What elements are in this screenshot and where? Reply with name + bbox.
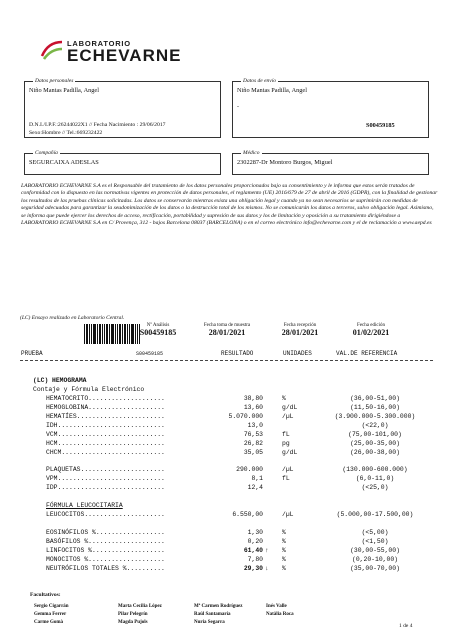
sample-date xyxy=(192,323,262,338)
spacer xyxy=(0,520,453,529)
test-name: BASÓFILOS %.................... xyxy=(46,537,165,545)
shipping-dash: - xyxy=(237,104,239,110)
test-unit: % xyxy=(282,564,286,572)
edition-date xyxy=(340,323,402,338)
result-row xyxy=(0,556,453,565)
test-reference: (<1,50) xyxy=(361,537,389,545)
analysis-number-value: S00459185 xyxy=(139,328,177,337)
faculty-name: Magda Pujols xyxy=(118,620,148,625)
test-name: LINFOCITOS %................... xyxy=(46,546,165,554)
echevarne-logo-mark xyxy=(40,38,64,62)
section-subtitle xyxy=(0,386,453,395)
group-platelets xyxy=(0,466,453,493)
result-row xyxy=(0,395,453,404)
faculty-name: Marta Cecilia López xyxy=(118,604,162,609)
privacy-notice: LABORATORIO ECHEVARNE S.A es el Responsable del tratamiento de los datos personales proporcionados bajo su consentimiento y le informa que estos serán tratados de conformidad con lo dispuesto en las normativas vigentes en protección de datos personales, el reglamento (UE) 2016/679 de 27 de abril de 2016 (GDPR), con la finalidad de gestionar los resultados de las pruebas clínicas solicitadas. Los datos se conservarán mientras exista una obligación legal y cuando ya no sean necesarios se suprimirán con medidas de seguridad adecuadas para garantizar la seudonimización de los datos o la destrucción total de los mismos. No se comunicarán los datos a terceros, salvo obligación legal. Asimismo, se informa que puede ejercer los derechos de acceso, rectificación, portabilidad y supresión de sus datos y los de limitación y oposición a su tratamiento dirigiéndose a LABORATORIO ECHEVARNE S.A en C/ Provença, 312 - bajos Barcelona 08037 (BARCELONA) o en el correo electrónico info@echevarne.com y el de reclamación a www.aepd.es xyxy=(21,183,438,227)
test-name: NEUTRÓFILOS TOTALES %.......... xyxy=(46,564,165,572)
test-name: HEMATÍES....................... xyxy=(46,412,165,420)
group-differential xyxy=(0,529,453,574)
test-reference: (36,00-51,00) xyxy=(350,394,400,402)
col-test: PRUEBA xyxy=(21,350,43,357)
test-unit: g/dL xyxy=(282,403,298,411)
results-table xyxy=(0,377,453,574)
logo-prefix: LABORATORIO xyxy=(67,39,131,48)
test-reference: (26,00-38,00) xyxy=(350,448,400,456)
test-unit: pg xyxy=(282,439,290,447)
faculty-name: Raúl Santamaría xyxy=(194,612,231,617)
faculty-name: Sergio Cigarrán xyxy=(34,604,69,609)
lab-logo xyxy=(40,36,215,66)
result-row xyxy=(0,449,453,458)
faculty-name: Inés Valle xyxy=(266,604,287,609)
test-reference: (3.900.000-5.300.000) xyxy=(334,412,416,420)
test-name: IDP............................ xyxy=(46,484,165,492)
col-result: RESULTADO xyxy=(221,350,254,357)
test-unit: % xyxy=(282,528,286,536)
test-value: 6.550,00 xyxy=(232,511,263,519)
faculty-col-1 xyxy=(34,603,69,627)
test-reference: (30,00-55,00) xyxy=(350,546,400,554)
col-reference: VAL.DE REFERENCIA xyxy=(336,350,398,357)
col-units: UNIDADES xyxy=(283,350,312,357)
result-row xyxy=(0,466,453,475)
test-flag: ↑ xyxy=(265,546,269,554)
faculty-name: Pilar Pelegrín xyxy=(118,612,148,617)
test-reference: (5.000,00-17.500,00) xyxy=(336,511,414,519)
test-reference: (130.000-600.000) xyxy=(342,466,408,474)
test-value: 8,1 xyxy=(251,475,263,483)
test-reference: (0,20-10,00) xyxy=(351,555,399,563)
shipping-name: Niño Mantas Padilla, Angel xyxy=(237,87,307,94)
test-name: PLAQUETAS...................... xyxy=(46,466,165,474)
result-row xyxy=(0,565,453,574)
test-reference: (<5,00) xyxy=(361,528,389,536)
group-leucocytes xyxy=(0,511,453,520)
patient-box xyxy=(24,78,221,138)
test-value: 38,80 xyxy=(243,394,263,402)
page-number: 1 de 4 xyxy=(399,623,413,629)
section-name: HEMOGRAMA xyxy=(52,377,87,384)
company-box xyxy=(24,150,221,175)
test-value: 7,80 xyxy=(247,555,263,563)
result-row xyxy=(0,511,453,520)
test-value: 13,60 xyxy=(243,403,263,411)
faculty-name: Natàlia Roca xyxy=(266,612,294,617)
test-unit: % xyxy=(282,546,286,554)
shipping-box xyxy=(232,78,429,138)
doctor-box xyxy=(232,150,429,175)
test-unit: g/dL xyxy=(282,448,298,456)
test-flag: ↓ xyxy=(265,564,269,572)
test-unit: fL xyxy=(282,475,290,483)
result-row xyxy=(0,538,453,547)
faculty-col-3 xyxy=(194,603,242,627)
sample-date-label: Fecha toma de muestra xyxy=(203,323,251,328)
test-value: 1,30 xyxy=(247,528,263,536)
result-row xyxy=(0,422,453,431)
result-row xyxy=(0,529,453,538)
test-value: 13,0 xyxy=(247,421,263,429)
section-title xyxy=(0,377,453,386)
test-name: IDH............................ xyxy=(46,421,165,429)
doctor-value: 2302287-Dr Montoro Burgos, Miguel xyxy=(237,159,333,166)
patient-name: Niño Mantas Padilla, Angel xyxy=(29,87,99,94)
analysis-number xyxy=(130,323,186,338)
result-row xyxy=(0,547,453,556)
result-row xyxy=(0,484,453,493)
result-row xyxy=(0,431,453,440)
test-reference: (75,00-101,00) xyxy=(348,430,402,438)
patient-sex-line: Sexo:Hombre // Tel.:669232422 xyxy=(29,130,103,136)
test-value: 61,40 xyxy=(243,546,263,554)
company-value: SEGURCAIXA ADESLAS xyxy=(29,159,99,166)
test-name: EOSINÓFILOS %.................. xyxy=(46,528,165,536)
test-name: CHCM........................... xyxy=(46,448,165,456)
faculty-name: Gemma Ferrer xyxy=(34,612,67,617)
patient-box-label: Datos personales xyxy=(35,78,74,84)
shipping-code: S00459185 xyxy=(366,122,395,129)
test-unit: /µL xyxy=(282,466,294,474)
test-unit: /µL xyxy=(282,511,294,519)
test-value: 26,82 xyxy=(243,439,263,447)
result-row xyxy=(0,475,453,484)
test-value: 12,4 xyxy=(247,484,263,492)
received-date-label: Fecha recepción xyxy=(283,323,317,328)
test-value: 29,30 xyxy=(243,564,263,572)
result-row xyxy=(0,404,453,413)
edition-date-label: Fecha edición xyxy=(357,323,385,328)
spacer xyxy=(0,493,453,502)
received-date xyxy=(269,323,331,338)
test-reference: (<25,0) xyxy=(361,484,389,492)
test-unit: % xyxy=(282,555,286,563)
test-unit: % xyxy=(282,537,286,545)
company-box-label: Compañía xyxy=(35,150,58,156)
test-name: VCM............................ xyxy=(46,430,165,438)
test-reference: (35,00-70,00) xyxy=(350,564,400,572)
lab-note: (LC) Ensayo realizado en Laboratorio Central. xyxy=(20,315,125,321)
received-date-value: 28/01/2021 xyxy=(281,328,319,337)
header-divider xyxy=(20,360,433,361)
patient-id-line: D.N.I./I.P.F.:26244022X1 // Fecha Nacimiento : 29/06/2017 xyxy=(29,122,166,128)
faculty-name: Mª Carmen Rodríguez xyxy=(194,604,243,609)
test-value: 290.000 xyxy=(236,466,263,474)
test-reference: (<22,0) xyxy=(361,421,389,429)
test-value: 0,20 xyxy=(247,537,263,545)
test-reference: (6,0-11,0) xyxy=(355,475,395,483)
spacer xyxy=(0,457,453,466)
test-value: 5.070.000 xyxy=(228,412,263,420)
group-red-series xyxy=(0,395,453,458)
test-value: 35,05 xyxy=(243,448,263,456)
section-code: (LC) xyxy=(33,377,49,384)
sample-date-value: 28/01/2021 xyxy=(208,328,246,337)
edition-date-value: 01/02/2021 xyxy=(352,328,390,337)
test-name: HEMATOCRITO.................... xyxy=(46,394,165,402)
section-subtitle-text: Contaje y Fórmula Electrónico xyxy=(33,385,145,393)
faculty-col-4 xyxy=(266,603,294,619)
leuco-title: FÓRMULA LEUCOCITARIA xyxy=(46,502,123,510)
result-row xyxy=(0,440,453,449)
faculty-col-2 xyxy=(118,603,162,627)
test-name: HEMOGLOBINA.................... xyxy=(46,403,165,411)
test-unit: % xyxy=(282,394,286,402)
analysis-number-label: Nº Análisis xyxy=(146,323,170,328)
test-reference: (25,00-35,00) xyxy=(350,439,400,447)
doctor-box-label: Médico xyxy=(243,150,260,156)
logo-name: ECHEVARNE xyxy=(67,46,182,65)
test-value: 76,53 xyxy=(243,430,263,438)
faculty-name: Nuria Segarra xyxy=(194,620,225,625)
test-name: VPM............................ xyxy=(46,475,165,483)
test-reference: (11,50-16,00) xyxy=(350,403,400,411)
faculty-title: Facultativos: xyxy=(30,592,61,598)
shipping-box-label: Datos de envío xyxy=(243,78,276,84)
test-unit: fL xyxy=(282,430,290,438)
test-name: MONOCITOS %.................... xyxy=(46,555,165,563)
faculty-name: Carme Gomà xyxy=(34,620,64,625)
test-name: LEUCOCITOS..................... xyxy=(46,511,165,519)
leuco-title-row xyxy=(0,502,453,511)
test-unit: /µL xyxy=(282,412,294,420)
result-row xyxy=(0,413,453,422)
col-code: S00459185 xyxy=(136,351,164,357)
test-name: HCM............................ xyxy=(46,439,165,447)
